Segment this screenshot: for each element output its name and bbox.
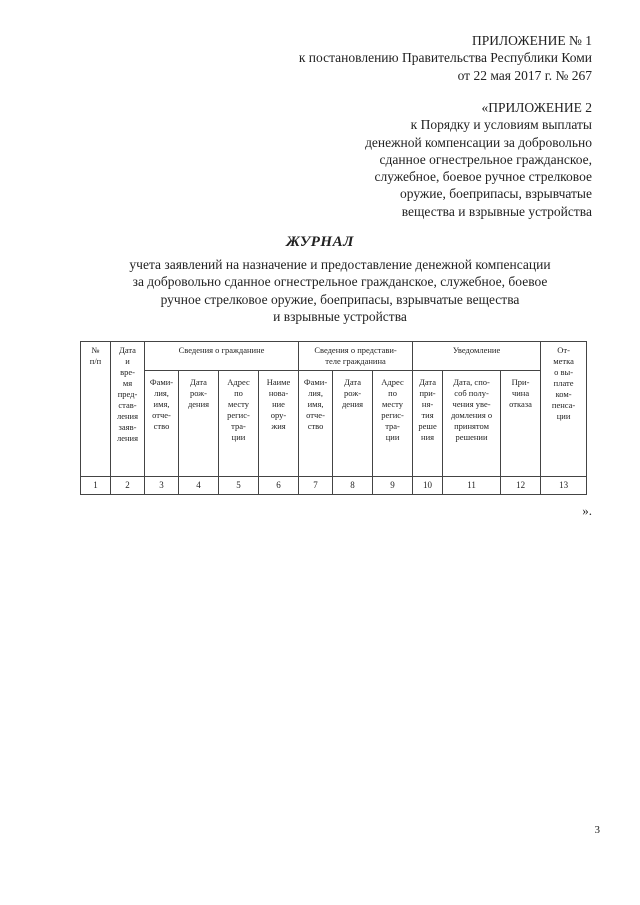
header-citizen-name: Фами- лия, имя, отче- ство	[145, 371, 179, 477]
appendix-2-line: к Порядку и условиям выплаты	[410, 117, 592, 133]
header-decision-date: Дата при- ня- тия реше ния	[413, 371, 443, 477]
appendix-1-date: от 22 мая 2017 г. № 267	[457, 67, 592, 83]
subtitle-line: за добровольно сданное огнестрельное гражданское, служебное, боевое	[132, 274, 548, 290]
column-number: 6	[259, 477, 299, 495]
page-number: 3	[594, 824, 600, 836]
header-citizen-birthdate: Дата рож- дения	[179, 371, 219, 477]
appendix-2-line: сданное огнестрельное гражданское,	[379, 151, 592, 167]
column-number: 9	[373, 477, 413, 495]
column-number: 7	[299, 477, 333, 495]
column-number: 10	[413, 477, 443, 495]
subtitle-line: учета заявлений на назначение и предоставление денежной компенсации	[129, 257, 551, 272]
column-number: 12	[501, 477, 541, 495]
subtitle-line: ручное стрелковое оружие, боеприпасы, взрывчатые вещества	[160, 291, 520, 307]
subtitle-line: и взрывные устройства	[273, 309, 407, 325]
header-citizen-info: Сведения о гражданине	[145, 342, 299, 371]
table-header-row	[81, 342, 587, 371]
header-weapon-name: Наиме нова- ние ору- жия	[259, 371, 299, 477]
appendix-2-line: вещества и взрывные устройства	[401, 203, 592, 219]
document-title: ЖУРНАЛ	[286, 234, 354, 250]
appendix-2-line: денежной компенсации за добровольно	[365, 134, 592, 150]
appendix-2-title: «ПРИЛОЖЕНИЕ 2	[481, 100, 592, 115]
journal-table	[80, 341, 587, 495]
table-subheader-row	[81, 371, 587, 477]
header-rep-name: Фами- лия, имя, отче- ство	[299, 371, 333, 477]
header-notification: Уведомление	[413, 342, 541, 371]
column-number: 11	[443, 477, 501, 495]
header-submission-date: Дата и вре- мя пред- став- ления заяв- ления	[111, 342, 145, 477]
column-number: 3	[145, 477, 179, 495]
column-number: 8	[333, 477, 373, 495]
header-refusal-reason: При- чина отказа	[501, 371, 541, 477]
column-number: 4	[179, 477, 219, 495]
header-representative-info: Сведения о представи- теле гражданина	[299, 342, 413, 371]
appendix-2-header	[365, 99, 592, 220]
header-number: № п/п	[81, 342, 111, 477]
header-rep-address: Адрес по месту регис- тра- ции	[373, 371, 413, 477]
closing-quote: ».	[582, 503, 592, 518]
document-subtitle	[60, 256, 620, 326]
header-notice-method: Дата, спо- соб полу- чения уве- домления о принятом решении	[443, 371, 501, 477]
column-number: 5	[219, 477, 259, 495]
header-payment-mark: От- метка о вы- плате ком- пенса- ции	[541, 342, 587, 477]
column-number: 13	[541, 477, 587, 495]
appendix-2-line: служебное, боевое ручное стрелковое	[374, 169, 592, 185]
header-citizen-address: Адрес по месту регис- тра- ции	[219, 371, 259, 477]
appendix-1-title: ПРИЛОЖЕНИЕ № 1	[471, 33, 592, 48]
appendix-1-header	[299, 32, 592, 84]
column-number: 1	[81, 477, 111, 495]
header-rep-birthdate: Дата рож- дения	[333, 371, 373, 477]
table-number-row	[81, 477, 587, 495]
column-number: 2	[111, 477, 145, 495]
appendix-1-ref: к постановлению Правительства Республики Коми	[298, 50, 592, 66]
appendix-2-line: оружие, боеприпасы, взрывчатые	[400, 186, 592, 202]
